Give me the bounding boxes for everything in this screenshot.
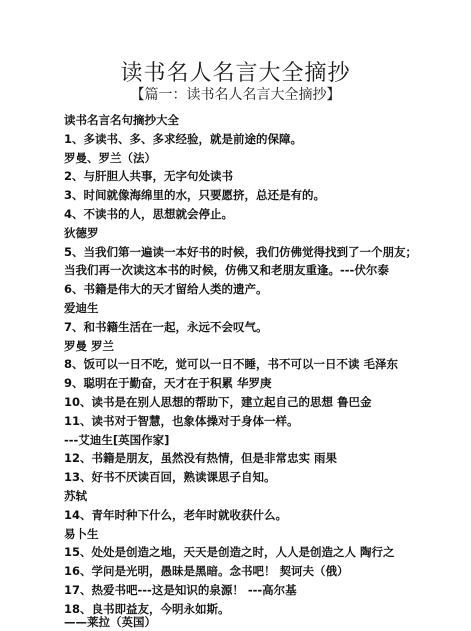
document-title: 读书名人名言大全摘抄 xyxy=(120,61,351,86)
quote-line: 15、处处是创造之地，天天是创造之时，人人是创造之人 陶行之 xyxy=(64,545,395,560)
quote-line: 10、读书是在别人思想的帮助下，建立起自己的思想 鲁巴金 xyxy=(64,394,372,409)
quote-line: 8、饭可以一日不吃，觉可以一日不睡，书不可以一日不读 毛泽东 xyxy=(64,357,399,372)
quote-line: 17、热爱书吧---这是知识的泉源！ ---高尔基 xyxy=(64,582,297,597)
quote-line: 16、学问是光明，愚昧是黑暗。念书吧！ 契诃夫（俄） xyxy=(64,564,349,579)
quote-line: 2、与肝胆人共事，无字句处读书 xyxy=(64,169,233,184)
document-subtitle: 【篇一：读书名人名言大全摘抄】 xyxy=(130,87,341,103)
quote-line: 18、良书即益友，今明永如斯。 xyxy=(64,601,230,616)
section-heading: 读书名言名句摘抄大全 xyxy=(64,113,179,127)
author-line: 罗曼 罗兰 xyxy=(64,338,115,353)
quote-line: 11、读书对于智慧，也象体操对于身体一样。 xyxy=(64,413,299,428)
quote-line: 1、多读书、多、多求经验，就是前途的保障。 xyxy=(64,131,302,146)
author-line: 罗曼、罗兰（法） xyxy=(64,150,156,165)
quotes-body xyxy=(64,111,464,631)
quote-line: 4、不读书的人，思想就会停止。 xyxy=(64,206,233,221)
author-line: ---艾迪生[英国作家] xyxy=(64,432,170,447)
author-line: 爱迪生 xyxy=(64,300,99,315)
author-line-cut-off: ——莱拉（英国） xyxy=(64,614,156,629)
quote-line: 9、聪明在于勤奋，天才在于积累 华罗庚 xyxy=(64,376,272,391)
quote-line: 6、书籍是伟大的天才留给人类的遗产。 xyxy=(64,282,268,297)
quote-line: 12、书籍是朋友，虽然没有热情，但是非常忠实 雨果 xyxy=(64,451,338,466)
quote-line: 当我们再一次读这本书的时候，仿佛又和老朋友重逢。---伏尔泰 xyxy=(64,263,389,278)
quote-line: 5、当我们第一遍读一本好书的时候，我们仿佛觉得找到了一个朋友； xyxy=(64,244,417,259)
author-line: 苏轼 xyxy=(64,488,87,503)
author-line: 狄德罗 xyxy=(64,225,99,240)
quote-line: 3、时间就像海绵里的水，只要愿挤，总还是有的。 xyxy=(64,188,325,203)
author-line: 易卜生 xyxy=(64,526,99,541)
quote-line: 14、青年时种下什么，老年时就收获什么。 xyxy=(64,507,288,522)
quote-line: 13、好书不厌读百回，熟读课思子自知。 xyxy=(64,470,276,485)
quote-line: 7、和书籍生活在一起，永远不会叹气。 xyxy=(64,319,268,334)
